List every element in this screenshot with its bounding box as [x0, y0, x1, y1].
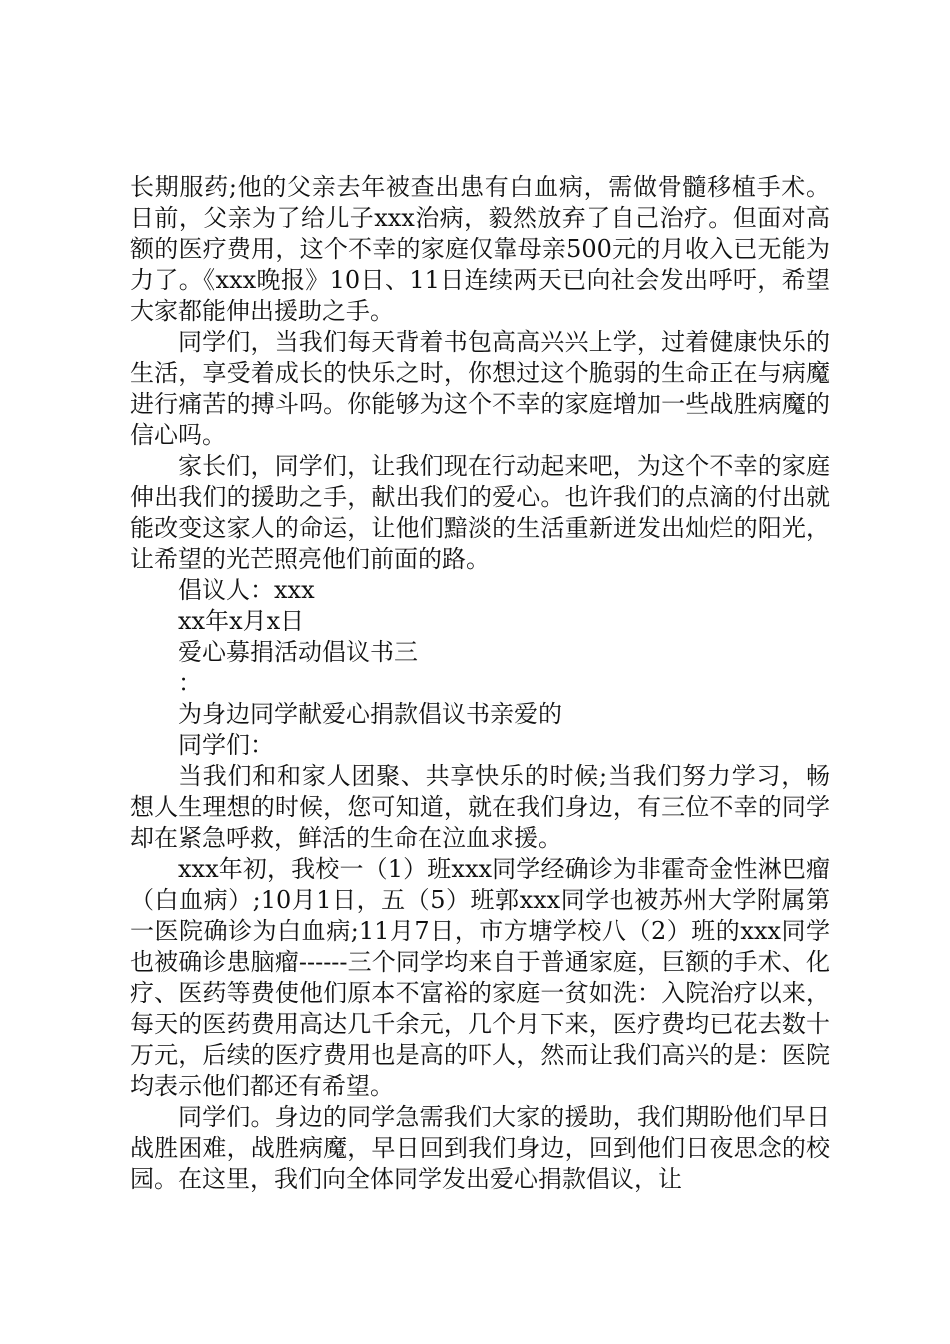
- paragraph-donation-initiative: 同学们。身边的同学急需我们大家的援助，我们期盼他们早日战胜困难，战胜病魔，早日回到我们身边，回到他们日夜思念的校园。在这里，我们向全体同学发出爱心捐款倡议，让: [130, 1103, 830, 1193]
- proposal-subtitle: 为身边同学献爱心捐款倡议书亲爱的: [178, 700, 562, 728]
- salutation-line: 同学们：: [178, 731, 274, 759]
- signature-line: 倡议人：xxx: [178, 576, 315, 604]
- date-line: xx年x月x日: [178, 607, 305, 635]
- colon-line: ：: [178, 669, 202, 697]
- paragraph-help-intro: 当我们和和家人团聚、共享快乐的时候;当我们努力学习，畅想人生理想的时候，您可知道，就在我们身边，有三位不幸的同学却在紧急呼救，鲜活的生命在泣血求援。: [130, 762, 830, 852]
- document-body: [130, 172, 830, 1195]
- paragraph-patient-story: 长期服药;他的父亲去年被查出患有白血病，需做骨髓移植手术。日前，父亲为了给儿子xxx治病，毅然放弃了自己治疗。但面对高额的医疗费用，这个不幸的家庭仅靠母亲500元的月收入已无能为力了。《xxx晚报》10日、11日连续两天已向社会发出呼吁，希望大家都能伸出援助之手。: [130, 173, 830, 325]
- paragraph-three-students: xxx年初，我校一（1）班xxx同学经确诊为非霍奇金性淋巴瘤（白血病）;10月1日，五（5）班郭xxx同学也被苏州大学附属第一医院确诊为白血病;11月7日，市方塘学校八（2）班的xxx同学也被确诊患脑瘤------三个同学均来自于普通家庭，巨额的手术、化疗、医药等费使他们原本不富裕的家庭一贫如洗：入院治疗以来，每天的医药费用高达几千余元，几个月下来，医疗费均已花去数十万元，后续的医疗费用也是高的吓人，然而让我们高兴的是：医院均表示他们都还有希望。: [130, 855, 830, 1100]
- section-title: 爱心募捐活动倡议书三: [178, 638, 418, 666]
- paragraph-call-to-action: 家长们，同学们，让我们现在行动起来吧，为这个不幸的家庭伸出我们的援助之手，献出我们的爱心。也许我们的点滴的付出就能改变这家人的命运，让他们黯淡的生活重新迸发出灿烂的阳光，让希望的光芒照亮他们前面的路。: [130, 452, 830, 573]
- paragraph-students-appeal: 同学们，当我们每天背着书包高高兴兴上学，过着健康快乐的生活，享受着成长的快乐之时，你想过这个脆弱的生命正在与病魔进行痛苦的搏斗吗。你能够为这个不幸的家庭增加一些战胜病魔的信心吗。: [130, 328, 830, 449]
